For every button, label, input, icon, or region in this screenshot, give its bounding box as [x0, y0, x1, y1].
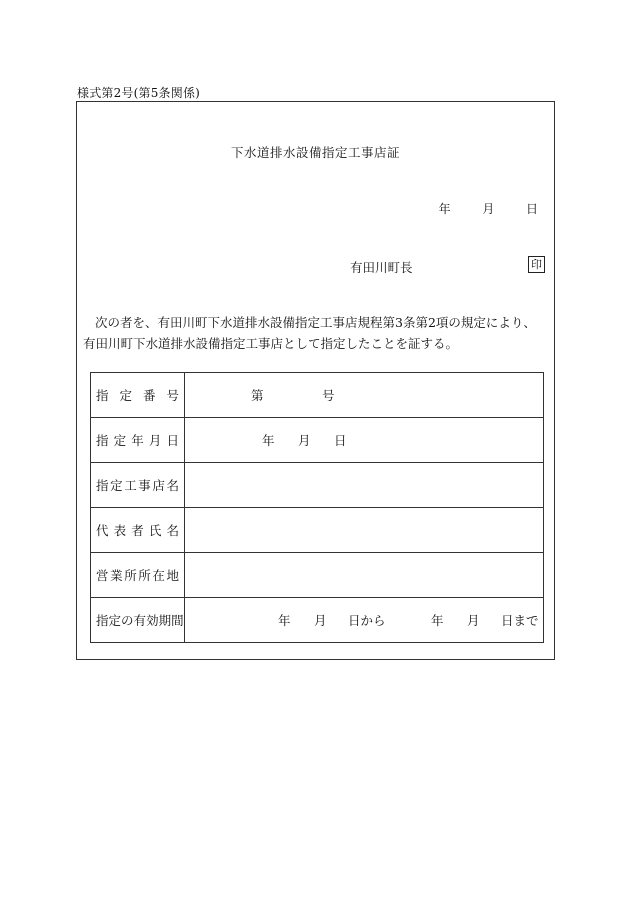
number-suffix: 号 [322, 388, 335, 403]
certificate-title: 下水道排水設備指定工事店証 [230, 145, 400, 160]
validity-label: 指 定 の 有 効 期 間 [96, 613, 184, 628]
designation-number-value [185, 373, 544, 418]
table-row [91, 553, 544, 598]
form-number: 様式第2号(第5条関係) [77, 86, 201, 100]
representative-label: 代 表 者 氏 名 [96, 523, 179, 538]
validity-from-day: 日から [348, 613, 386, 628]
office-location-label: 営 業 所 所 在 地 [96, 568, 179, 583]
issue-day-unit: 日 [525, 202, 538, 216]
office-location-value [185, 553, 544, 598]
validity-to-day: 日まで [501, 613, 539, 628]
issue-year-unit: 年 [438, 202, 451, 216]
certificate-frame [76, 101, 555, 660]
designation-date-value [185, 418, 544, 463]
validity-from-year: 年 [278, 613, 291, 628]
designation-date-label-cell [91, 418, 185, 463]
table-row [91, 598, 544, 643]
designation-date-label: 指 定 年 月 日 [96, 433, 179, 448]
validity-to-month: 月 [467, 613, 480, 628]
designation-month-unit: 月 [298, 433, 311, 448]
office-location-label-cell [91, 553, 185, 598]
statement-text: 次の者を、有田川町下水道排水設備指定工事店規程第3条第2項の規定により、有田川町下水道排水設備指定工事店として指定したことを証する。 [83, 315, 536, 351]
validity-value [185, 598, 544, 643]
certification-statement [83, 312, 548, 354]
store-name-label-cell [91, 463, 185, 508]
number-prefix: 第 [251, 388, 264, 403]
designation-year-unit: 年 [262, 433, 275, 448]
seal-mark: 印 [528, 256, 545, 273]
designation-number-label: 指 定 番 号 [96, 388, 179, 403]
issuer-name: 有田川町長 [350, 260, 413, 275]
validity-label-cell [91, 598, 185, 643]
issue-date [439, 200, 538, 217]
table-row [91, 418, 544, 463]
designation-table [90, 372, 544, 643]
designation-day-unit: 日 [334, 433, 347, 448]
table-row [91, 508, 544, 553]
representative-value [185, 508, 544, 553]
designation-number-label-cell [91, 373, 185, 418]
store-name-label: 指 定 工 事 店 名 [96, 478, 179, 493]
validity-from-month: 月 [314, 613, 327, 628]
issue-month-unit: 月 [482, 202, 495, 216]
store-name-value [185, 463, 544, 508]
table-row [91, 373, 544, 418]
validity-to-year: 年 [431, 613, 444, 628]
representative-label-cell [91, 508, 185, 553]
table-row [91, 463, 544, 508]
